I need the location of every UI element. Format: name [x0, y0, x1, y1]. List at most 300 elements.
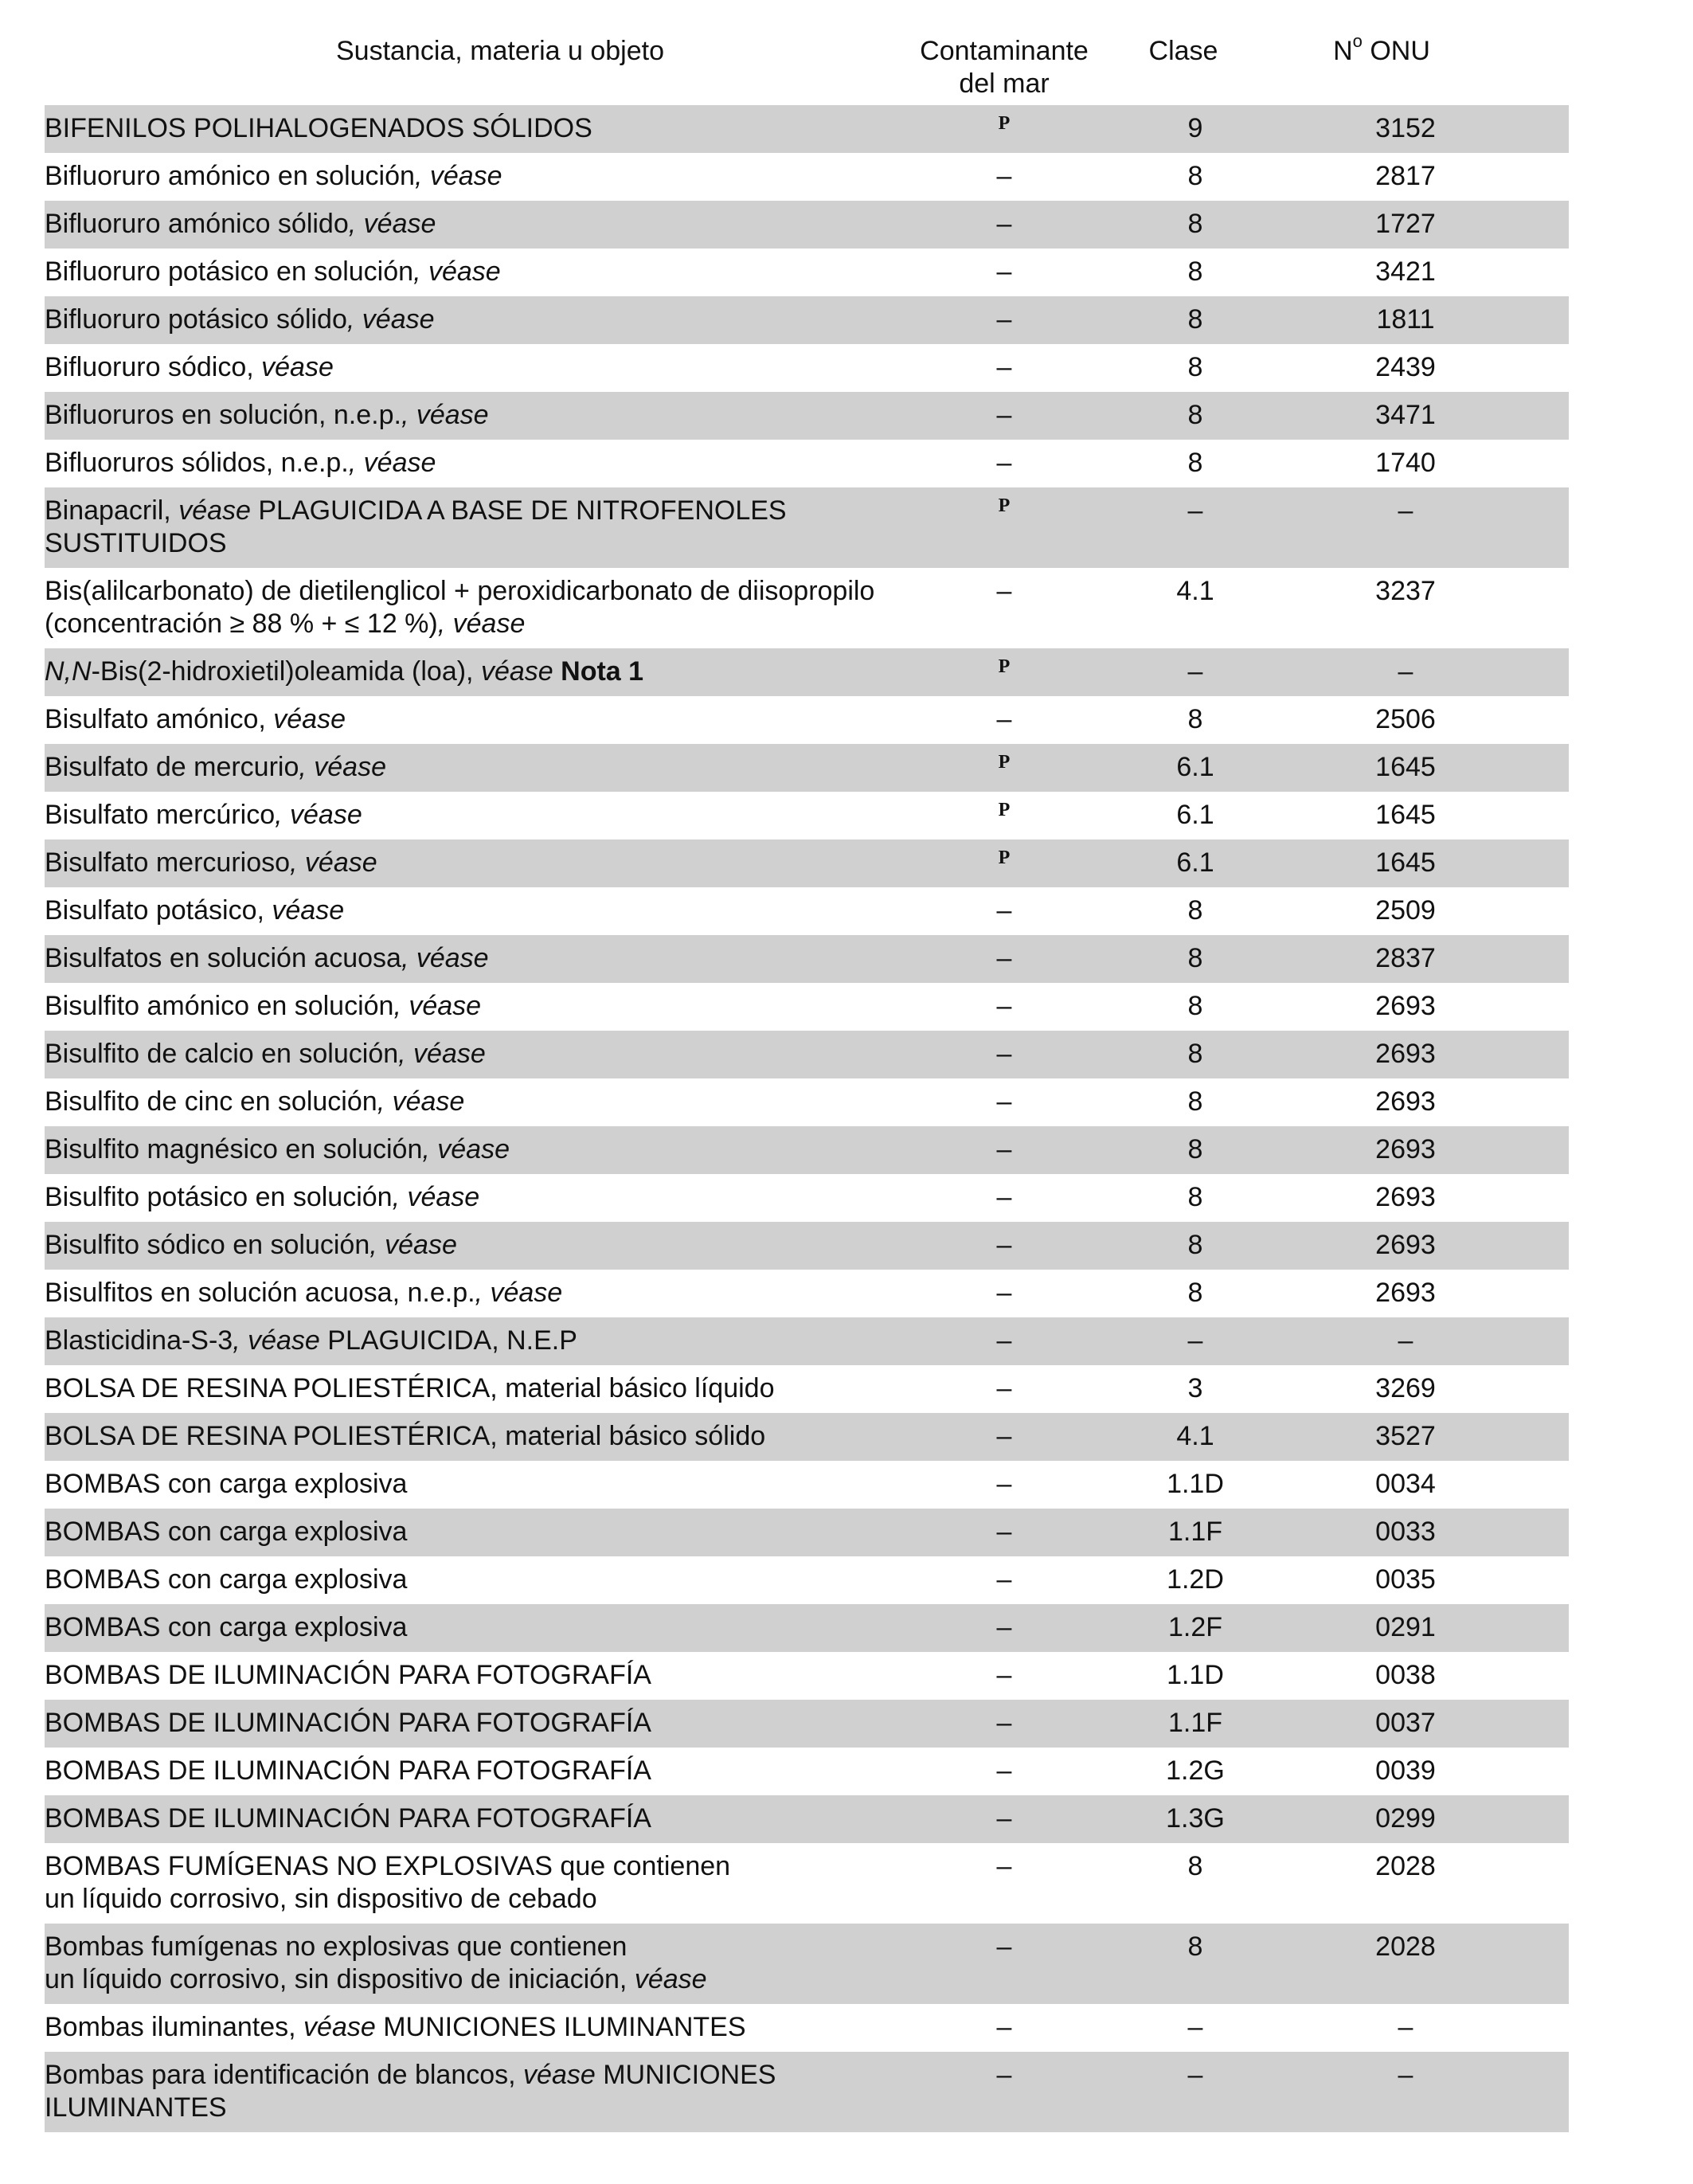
cell-marine-pollutant: [921, 1420, 1088, 1453]
cell-marine-pollutant: [921, 1931, 1088, 1963]
substance-text: BOMBAS FUMÍGENAS NO EXPLOSIVAS que contienen: [45, 1851, 731, 1881]
cell-marine-pollutant: [921, 1707, 1088, 1740]
substance-text: BOMBAS DE ILUMINACIÓN PARA FOTOGRAFÍA: [45, 1755, 651, 1786]
cell-marine-pollutant: [921, 1468, 1088, 1501]
cell-class: 8: [1187, 943, 1203, 973]
substance-text: , véase: [275, 800, 362, 830]
cell-class: –: [1187, 656, 1203, 687]
substance-text: SUSTITUIDOS: [45, 528, 227, 558]
marine-pollutant-mark: P: [998, 656, 1011, 677]
cell-un-number: 2693: [1375, 1278, 1436, 1308]
cell-class: 8: [1187, 1182, 1203, 1212]
cell-un-number: 3237: [1375, 576, 1436, 606]
cell-substance: [45, 1133, 921, 1166]
cell-un-number: 0038: [1375, 1660, 1436, 1690]
cell-un-number: 2693: [1375, 1086, 1436, 1117]
cell-un-number: 3527: [1375, 1421, 1436, 1451]
table-row: [45, 1748, 1569, 1795]
substance-text: Bisulfito sódico en solución: [45, 1230, 370, 1260]
table-row: [45, 1795, 1569, 1843]
substance-text: , véase: [413, 256, 501, 287]
marine-pollutant-dash: –: [996, 1469, 1012, 1499]
marine-pollutant-dash: –: [996, 1421, 1012, 1451]
cell-substance: [45, 1468, 921, 1501]
cell-substance: [45, 2011, 921, 2044]
cell-un-number: 1645: [1375, 847, 1436, 878]
cell-substance: [45, 1181, 921, 1214]
substance-text: véase: [178, 495, 251, 526]
table-row: [45, 153, 1569, 201]
cell-marine-pollutant: [921, 112, 1088, 145]
cell-marine-pollutant: [921, 1372, 1088, 1405]
cell-substance: [45, 799, 921, 832]
marine-pollutant-mark: P: [998, 495, 1011, 516]
cell-substance: [45, 1850, 921, 1916]
cell-class: 1.1F: [1167, 1517, 1223, 1547]
cell-un-number: 3152: [1375, 113, 1436, 143]
cell-marine-pollutant: [921, 1229, 1088, 1262]
table-row: [45, 1461, 1569, 1509]
substance-text: -Bis(2-hidroxietil)oleamida (loa),: [91, 656, 481, 687]
substance-text: un líquido corrosivo, sin dispositivo de iniciación,: [45, 1964, 635, 1994]
substance-text: Bisulfato potásico,: [45, 895, 272, 926]
substance-text: Binapacril,: [45, 495, 179, 526]
substance-text: , véase: [233, 1325, 320, 1356]
header-mp-line1: Contaminante: [920, 36, 1089, 66]
substance-text: BOMBAS con carga explosiva: [45, 1564, 408, 1595]
substance-text: PLAGUICIDA, N.E.P: [319, 1325, 577, 1356]
cell-class: 8: [1187, 1039, 1203, 1069]
cell-substance: [45, 1564, 921, 1596]
cell-un-number: 0034: [1375, 1469, 1436, 1499]
marine-pollutant-dash: –: [996, 1564, 1012, 1595]
substance-text: véase: [634, 1964, 707, 1994]
table-row: [45, 1317, 1569, 1365]
table-row: [45, 487, 1569, 568]
table-row: [45, 2004, 1569, 2052]
table-header: [45, 32, 1569, 105]
marine-pollutant-dash: –: [996, 1325, 1012, 1356]
marine-pollutant-dash: –: [996, 1134, 1012, 1164]
cell-class: 8: [1187, 161, 1203, 191]
cell-class: 8: [1187, 1134, 1203, 1164]
cell-un-number: 2817: [1375, 161, 1436, 191]
table-row: [45, 792, 1569, 840]
marine-pollutant-dash: –: [996, 1612, 1012, 1642]
header-marine-pollutant: [897, 32, 1112, 105]
substance-text: Bisulfato amónico,: [45, 704, 274, 734]
cell-marine-pollutant: [921, 703, 1088, 736]
cell-substance: [45, 208, 921, 241]
cell-substance: [45, 399, 921, 432]
substance-text: N,N: [45, 656, 92, 687]
header-un-number: [1279, 32, 1484, 105]
substance-text: BOLSA DE RESINA POLIESTÉRICA, material básico líquido: [45, 1373, 775, 1403]
marine-pollutant-dash: –: [996, 1755, 1012, 1786]
header-onu-prefix: N: [1333, 36, 1353, 66]
cell-un-number: –: [1398, 656, 1413, 687]
substance-text: Bisulfito amónico en solución: [45, 991, 394, 1021]
substance-text: BOMBAS DE ILUMINACIÓN PARA FOTOGRAFÍA: [45, 1660, 651, 1690]
cell-class: 8: [1187, 448, 1203, 478]
substance-text: [553, 656, 561, 687]
cell-marine-pollutant: [921, 256, 1088, 288]
substance-table: [45, 32, 1569, 2132]
cell-marine-pollutant: [921, 303, 1088, 336]
substance-text: MUNICIONES: [595, 2060, 776, 2090]
substance-text: Bombas para identificación de blancos,: [45, 2060, 524, 2090]
cell-marine-pollutant: [921, 575, 1088, 608]
marine-pollutant-dash: –: [996, 304, 1012, 335]
table-row: [45, 696, 1569, 744]
table-row: [45, 296, 1569, 344]
cell-class: 8: [1187, 704, 1203, 734]
cell-substance: [45, 495, 921, 560]
cell-substance: [45, 656, 921, 688]
cell-marine-pollutant: [921, 1755, 1088, 1787]
table-row: [45, 887, 1569, 935]
cell-marine-pollutant: [921, 847, 1088, 879]
marine-pollutant-dash: –: [996, 943, 1012, 973]
substance-text: BOMBAS DE ILUMINACIÓN PARA FOTOGRAFÍA: [45, 1708, 651, 1738]
cell-class: 8: [1187, 1230, 1203, 1260]
cell-substance: [45, 703, 921, 736]
marine-pollutant-dash: –: [996, 1803, 1012, 1834]
cell-un-number: –: [1398, 2060, 1413, 2090]
cell-marine-pollutant: [921, 1133, 1088, 1166]
marine-pollutant-dash: –: [996, 1230, 1012, 1260]
cell-class: 8: [1187, 1851, 1203, 1881]
cell-class: 4.1: [1176, 576, 1214, 606]
marine-pollutant-dash: –: [996, 2012, 1012, 2042]
substance-text: un líquido corrosivo, sin dispositivo de cebado: [45, 1884, 597, 1914]
cell-class: 6.1: [1176, 752, 1214, 782]
cell-class: 9: [1187, 113, 1203, 143]
substance-text: BIFENILOS POLIHALOGENADOS SÓLIDOS: [45, 113, 592, 143]
header-substance: [45, 32, 921, 105]
cell-substance: [45, 1516, 921, 1548]
cell-class: 8: [1187, 304, 1203, 335]
table-row: [45, 392, 1569, 440]
cell-un-number: 1645: [1375, 800, 1436, 830]
substance-text: , véase: [401, 943, 489, 973]
substance-text: , véase: [437, 609, 526, 639]
cell-class: –: [1187, 2060, 1203, 2090]
cell-class: 8: [1187, 1278, 1203, 1308]
cell-substance: [45, 1038, 921, 1070]
marine-pollutant-dash: –: [996, 1373, 1012, 1403]
cell-marine-pollutant: [921, 1181, 1088, 1214]
cell-substance: [45, 894, 921, 927]
cell-un-number: 3471: [1375, 400, 1436, 430]
table-row: [45, 1556, 1569, 1604]
cell-un-number: 2693: [1375, 1182, 1436, 1212]
cell-substance: [45, 351, 921, 384]
cell-marine-pollutant: [921, 1850, 1088, 1883]
cell-marine-pollutant: [921, 351, 1088, 384]
marine-pollutant-mark: P: [998, 113, 1011, 134]
table-row: [45, 1652, 1569, 1700]
cell-class: 8: [1187, 400, 1203, 430]
cell-un-number: 2439: [1375, 352, 1436, 382]
table-row: [45, 1413, 1569, 1461]
cell-un-number: –: [1398, 495, 1413, 526]
substance-text: Bisulfatos en solución acuosa: [45, 943, 401, 973]
marine-pollutant-mark: P: [998, 752, 1011, 773]
substance-text: Bisulfito de cinc en solución: [45, 1086, 377, 1117]
substance-text: , véase: [422, 1134, 510, 1164]
marine-pollutant-dash: –: [996, 576, 1012, 606]
table-row: [45, 1509, 1569, 1556]
cell-marine-pollutant: [921, 799, 1088, 832]
cell-un-number: 2693: [1375, 1230, 1436, 1260]
substance-text: Blasticidina-S-3: [45, 1325, 233, 1356]
cell-marine-pollutant: [921, 399, 1088, 432]
cell-un-number: 2028: [1375, 1932, 1436, 1962]
substance-text: véase: [303, 2012, 376, 2042]
cell-marine-pollutant: [921, 1516, 1088, 1548]
cell-substance: [45, 160, 921, 193]
table-row: [45, 1126, 1569, 1174]
substance-text: BOMBAS con carga explosiva: [45, 1469, 408, 1499]
marine-pollutant-dash: –: [996, 1182, 1012, 1212]
substance-text: Bifluoruro amónico en solución: [45, 161, 415, 191]
cell-class: –: [1187, 2012, 1203, 2042]
substance-text: Bisulfito magnésico en solución: [45, 1134, 423, 1164]
table-row: [45, 2052, 1569, 2132]
cell-un-number: 2837: [1375, 943, 1436, 973]
table-row: [45, 1604, 1569, 1652]
substance-text: véase: [480, 656, 553, 687]
substance-text: Bifluoruro amónico sólido: [45, 209, 349, 239]
cell-class: 1.1D: [1167, 1660, 1224, 1690]
cell-marine-pollutant: [921, 208, 1088, 241]
substance-text: , véase: [346, 304, 435, 335]
table-row: [45, 1031, 1569, 1078]
substance-text: Bombas iluminantes,: [45, 2012, 304, 2042]
substance-text: Bisulfato mercurioso: [45, 847, 291, 878]
cell-un-number: 2506: [1375, 704, 1436, 734]
cell-substance: [45, 1229, 921, 1262]
cell-substance: [45, 1755, 921, 1787]
cell-un-number: 1740: [1375, 448, 1436, 478]
header-mp-line2: del mar: [959, 68, 1050, 99]
cell-substance: [45, 256, 921, 288]
cell-un-number: 2509: [1375, 895, 1436, 926]
substance-text: Bifluoruros sólidos, n.e.p.: [45, 448, 349, 478]
cell-class: 1.1F: [1167, 1708, 1223, 1738]
substance-text: Bifluoruros en solución, n.e.p.: [45, 400, 401, 430]
substance-text: (concentración ≥ 88 % + ≤ 12 %): [45, 609, 438, 639]
cell-un-number: –: [1398, 1325, 1413, 1356]
marine-pollutant-dash: –: [996, 1708, 1012, 1738]
cell-marine-pollutant: [921, 656, 1088, 688]
marine-pollutant-dash: –: [996, 1278, 1012, 1308]
cell-marine-pollutant: [921, 1611, 1088, 1644]
cell-marine-pollutant: [921, 160, 1088, 193]
substance-text: ILUMINANTES: [45, 2092, 227, 2123]
table-row: [45, 1924, 1569, 2004]
header-class-label: Clase: [1148, 36, 1218, 66]
marine-pollutant-dash: –: [996, 161, 1012, 191]
marine-pollutant-dash: –: [996, 256, 1012, 287]
marine-pollutant-dash: –: [996, 1660, 1012, 1690]
cell-un-number: 1645: [1375, 752, 1436, 782]
table-row: [45, 568, 1569, 648]
table-row: [45, 840, 1569, 887]
cell-class: 8: [1187, 1086, 1203, 1117]
table-row: [45, 1365, 1569, 1413]
cell-class: –: [1187, 495, 1203, 526]
substance-text: , véase: [290, 847, 377, 878]
cell-marine-pollutant: [921, 751, 1088, 784]
table-row: [45, 648, 1569, 696]
cell-substance: [45, 1931, 921, 1996]
cell-substance: [45, 112, 921, 145]
substance-text: Bombas fumígenas no explosivas que contienen: [45, 1932, 628, 1962]
cell-un-number: 1727: [1375, 209, 1436, 239]
cell-marine-pollutant: [921, 495, 1088, 527]
cell-un-number: 2693: [1375, 1134, 1436, 1164]
header-onu-suffix: ONU: [1362, 36, 1430, 66]
marine-pollutant-dash: –: [996, 1517, 1012, 1547]
table-row: [45, 440, 1569, 487]
marine-pollutant-dash: –: [996, 209, 1012, 239]
marine-pollutant-dash: –: [996, 991, 1012, 1021]
cell-substance: [45, 751, 921, 784]
cell-marine-pollutant: [921, 2059, 1088, 2092]
cell-substance: [45, 303, 921, 336]
cell-substance: [45, 1802, 921, 1835]
cell-un-number: 2028: [1375, 1851, 1436, 1881]
cell-un-number: 0037: [1375, 1708, 1436, 1738]
substance-text: Bifluoruro potásico en solución: [45, 256, 414, 287]
table-row: [45, 1078, 1569, 1126]
substance-text: véase: [272, 895, 345, 926]
cell-substance: [45, 1707, 921, 1740]
substance-text: , véase: [348, 448, 436, 478]
cell-class: 3: [1187, 1373, 1203, 1403]
substance-text: Bifluoruro potásico sólido: [45, 304, 347, 335]
cell-class: 8: [1187, 895, 1203, 926]
substance-text: MUNICIONES ILUMINANTES: [375, 2012, 746, 2042]
marine-pollutant-dash: –: [996, 1086, 1012, 1117]
substance-text: , véase: [377, 1086, 465, 1117]
cell-class: 6.1: [1176, 800, 1214, 830]
substance-text: , véase: [398, 1039, 486, 1069]
cell-class: 1.2G: [1166, 1755, 1225, 1786]
cell-substance: [45, 1611, 921, 1644]
marine-pollutant-dash: –: [996, 400, 1012, 430]
table-row: [45, 983, 1569, 1031]
cell-un-number: 3269: [1375, 1373, 1436, 1403]
marine-pollutant-dash: –: [996, 1932, 1012, 1962]
table-row: [45, 744, 1569, 792]
cell-un-number: 2693: [1375, 1039, 1436, 1069]
marine-pollutant-dash: –: [996, 1039, 1012, 1069]
cell-class: 8: [1187, 209, 1203, 239]
cell-marine-pollutant: [921, 990, 1088, 1023]
table-body: [45, 105, 1569, 2132]
header-class: [1088, 32, 1279, 105]
cell-marine-pollutant: [921, 1659, 1088, 1692]
header-substance-label: Sustancia, materia u objeto: [335, 36, 665, 66]
cell-marine-pollutant: [921, 1277, 1088, 1309]
table-row: [45, 201, 1569, 249]
cell-class: 8: [1187, 352, 1203, 382]
cell-class: 8: [1187, 991, 1203, 1021]
table-row: [45, 344, 1569, 392]
header-onu-sup: o: [1352, 30, 1363, 51]
cell-substance: [45, 1325, 921, 1357]
marine-pollutant-mark: P: [998, 847, 1011, 868]
table-row: [45, 1222, 1569, 1270]
substance-text: , véase: [392, 1182, 480, 1212]
cell-class: 1.3G: [1166, 1803, 1225, 1834]
cell-un-number: 0035: [1375, 1564, 1436, 1595]
table-row: [45, 1270, 1569, 1317]
cell-marine-pollutant: [921, 942, 1088, 975]
marine-pollutant-dash: –: [996, 448, 1012, 478]
substance-text: Bisulfito de calcio en solución: [45, 1039, 399, 1069]
cell-class: 4.1: [1176, 1421, 1214, 1451]
substance-text: BOMBAS con carga explosiva: [45, 1612, 408, 1642]
cell-substance: [45, 1086, 921, 1118]
cell-marine-pollutant: [921, 1802, 1088, 1835]
substance-text: Bisulfito potásico en solución: [45, 1182, 393, 1212]
cell-un-number: 3421: [1375, 256, 1436, 287]
cell-marine-pollutant: [921, 1086, 1088, 1118]
table-row: [45, 1700, 1569, 1748]
substance-text: , véase: [369, 1230, 457, 1260]
cell-class: 8: [1187, 1932, 1203, 1962]
cell-un-number: 0039: [1375, 1755, 1436, 1786]
substance-text: Bis(alilcarbonato) de dietilenglicol + peroxidicarbonato de diisopropilo: [45, 576, 875, 606]
substance-text: , véase: [414, 161, 502, 191]
cell-substance: [45, 942, 921, 975]
cell-class: 1.1D: [1167, 1469, 1224, 1499]
substance-text: , véase: [348, 209, 436, 239]
substance-text: Nota 1: [561, 656, 644, 687]
substance-text: BOLSA DE RESINA POLIESTÉRICA, material básico sólido: [45, 1421, 766, 1451]
cell-un-number: 2693: [1375, 991, 1436, 1021]
substance-text: véase: [273, 704, 346, 734]
cell-marine-pollutant: [921, 1564, 1088, 1596]
substance-text: Bifluoruro sódico,: [45, 352, 262, 382]
marine-pollutant-dash: –: [996, 895, 1012, 926]
substance-text: Bisulfato mercúrico: [45, 800, 276, 830]
substance-text: véase: [261, 352, 334, 382]
cell-substance: [45, 1372, 921, 1405]
substance-text: Bisulfitos en solución acuosa, n.e.p.: [45, 1278, 475, 1308]
cell-substance: [45, 1277, 921, 1309]
substance-text: , véase: [401, 400, 489, 430]
substance-text: Bisulfato de mercurio: [45, 752, 299, 782]
cell-substance: [45, 847, 921, 879]
table-row: [45, 1174, 1569, 1222]
table-row: [45, 105, 1569, 153]
marine-pollutant-dash: –: [996, 352, 1012, 382]
cell-un-number: 1811: [1376, 304, 1435, 335]
substance-text: BOMBAS DE ILUMINACIÓN PARA FOTOGRAFÍA: [45, 1803, 651, 1834]
marine-pollutant-dash: –: [996, 1851, 1012, 1881]
cell-substance: [45, 447, 921, 479]
marine-pollutant-dash: –: [996, 2060, 1012, 2090]
table-row: [45, 935, 1569, 983]
cell-un-number: 0033: [1375, 1517, 1436, 1547]
table-row: [45, 1843, 1569, 1924]
cell-marine-pollutant: [921, 2011, 1088, 2044]
